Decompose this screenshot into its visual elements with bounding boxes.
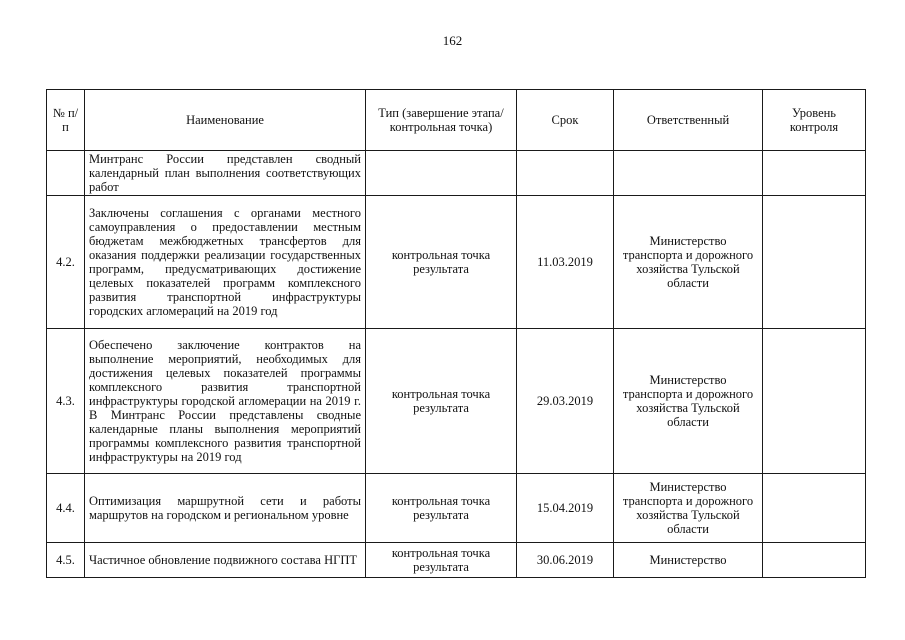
table-header-row	[47, 90, 866, 151]
row-type	[366, 151, 517, 196]
row-date: 11.03.2019	[517, 196, 614, 329]
row-name: Обеспечено заключение контрактов на выполнение мероприятий, необходимых для достижения целевых показателей программы комплексного развития транспортной инфраструктуры городской агломерации на 2019 г. В Минтранс России представлены сводные календарные планы выполнения мероприятий программы комплексного развития транспортной инфраструктуры на 2019 год	[85, 329, 366, 474]
row-date: 30.06.2019	[517, 543, 614, 578]
row-level	[763, 474, 866, 543]
row-responsible: Министерство	[614, 543, 763, 578]
page-number: 162	[442, 33, 463, 48]
row-name: Оптимизация маршрутной сети и работы маршрутов на городском и региональном уровне	[85, 474, 366, 543]
header-type: Тип (завершение этапа/контрольная точка)	[366, 90, 517, 151]
row-type: контрольная точка результата	[366, 543, 517, 578]
row-name: Частичное обновление подвижного состава НГПТ	[85, 543, 366, 578]
table-row	[47, 151, 866, 196]
table-row	[47, 196, 866, 329]
row-num: 4.4.	[47, 474, 85, 543]
table-row	[47, 474, 866, 543]
row-level	[763, 329, 866, 474]
row-date: 29.03.2019	[517, 329, 614, 474]
row-level	[763, 543, 866, 578]
row-responsible: Министерство транспорта и дорожного хозяйства Тульской области	[614, 474, 763, 543]
table-row	[47, 329, 866, 474]
row-responsible: Министерство транспорта и дорожного хозяйства Тульской области	[614, 329, 763, 474]
header-responsible: Ответственный	[614, 90, 763, 151]
header-num: № п/п	[47, 90, 85, 151]
row-level	[763, 196, 866, 329]
row-responsible	[614, 151, 763, 196]
row-num: 4.2.	[47, 196, 85, 329]
row-date	[517, 151, 614, 196]
row-name: Заключены соглашения с органами местного самоуправления о предоставлении местным бюджетам межбюджетных трансфертов для оказания поддержки реализации государственных программ, предусматривающих достижение целевых показателей программ комплексного развития транспортной инфраструктуры городских агломераций на 2019 год	[85, 196, 366, 329]
row-name: Минтранс России представлен сводный календарный план выполнения соответствующих работ	[85, 151, 366, 196]
row-level	[763, 151, 866, 196]
row-type: контрольная точка результата	[366, 196, 517, 329]
row-num: 4.3.	[47, 329, 85, 474]
row-num	[47, 151, 85, 196]
header-name: Наименование	[85, 90, 366, 151]
control-points-table	[46, 89, 866, 578]
header-date: Срок	[517, 90, 614, 151]
row-date: 15.04.2019	[517, 474, 614, 543]
row-type: контрольная точка результата	[366, 474, 517, 543]
row-responsible: Министерство транспорта и дорожного хозяйства Тульской области	[614, 196, 763, 329]
header-level: Уровень контроля	[763, 90, 866, 151]
table-row	[47, 543, 866, 578]
row-num: 4.5.	[47, 543, 85, 578]
row-type: контрольная точка результата	[366, 329, 517, 474]
